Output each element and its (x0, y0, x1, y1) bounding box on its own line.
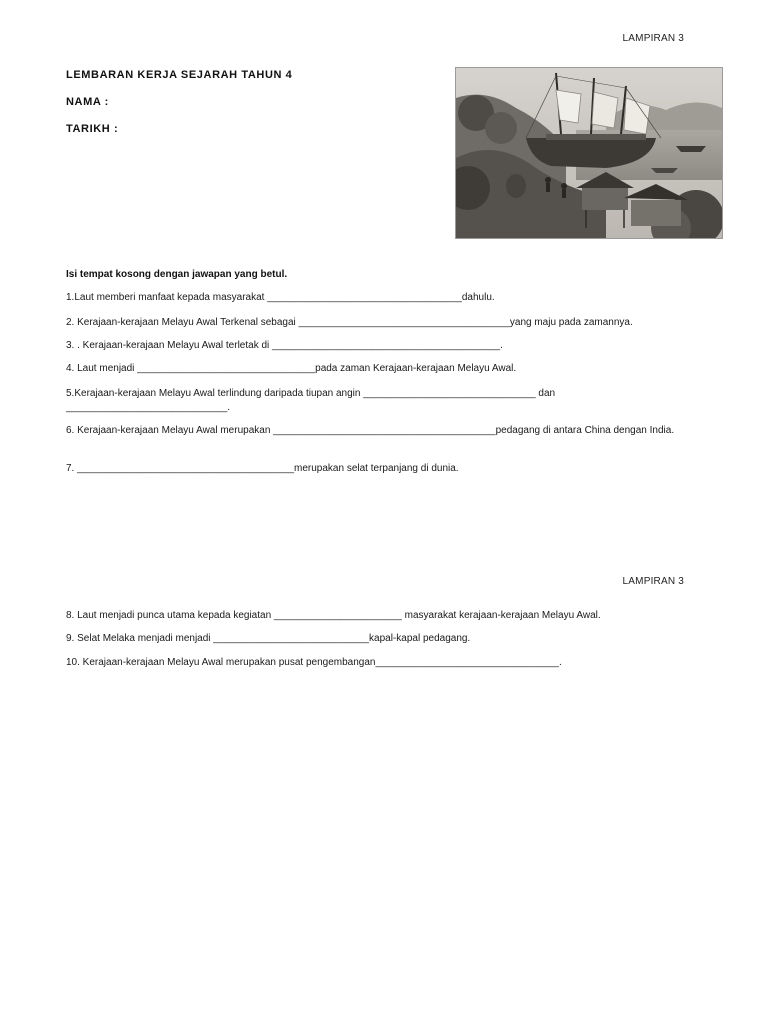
worksheet-title: LEMBARAN KERJA SEJARAH TAHUN 4 (66, 69, 293, 81)
question-item: 9. Selat Melaka menjadi menjadi ____________________________kapal-kapal pedagang. (66, 633, 471, 644)
question-item: 8. Laut menjadi punca utama kepada kegiatan _______________________ masyarakat kerajaan-kerajaan Melayu Awal. (66, 610, 601, 621)
question-item: 3. . Kerajaan-kerajaan Melayu Awal terletak di _________________________________________. (66, 340, 503, 351)
question-item: 6. Kerajaan-kerajaan Melayu Awal merupakan ________________________________________pedagang di antara China dengan India. (66, 425, 675, 436)
question-item: 1.Laut memberi manfaat kepada masyarakat ___________________________________dahulu. (66, 292, 495, 303)
question-item: 4. Laut menjadi ________________________________pada zaman Kerajaan-kerajaan Melayu Awal. (66, 363, 517, 374)
question-item: 2. Kerajaan-kerajaan Melayu Awal Terkenal sebagai ______________________________________yang maju pada zamannya. (66, 317, 633, 328)
port-sketch-icon (456, 68, 722, 238)
question-item: 10. Kerajaan-kerajaan Melayu Awal merupakan pusat pengembangan_________________________________. (66, 657, 562, 668)
appendix-label: LAMPIRAN 3 (622, 576, 684, 587)
historical-port-illustration (455, 67, 723, 239)
question-item: 5.Kerajaan-kerajaan Melayu Awal terlindung daripada tiupan angin _______________________________ dan _____________________________. (66, 388, 556, 413)
question-item: 7. _______________________________________merupakan selat terpanjang di dunia. (66, 463, 459, 474)
name-label: NAMA : (66, 96, 109, 108)
date-label: TARIKH : (66, 123, 119, 135)
instruction-text: Isi tempat kosong dengan jawapan yang betul. (66, 269, 288, 280)
appendix-label: LAMPIRAN 3 (622, 33, 684, 44)
